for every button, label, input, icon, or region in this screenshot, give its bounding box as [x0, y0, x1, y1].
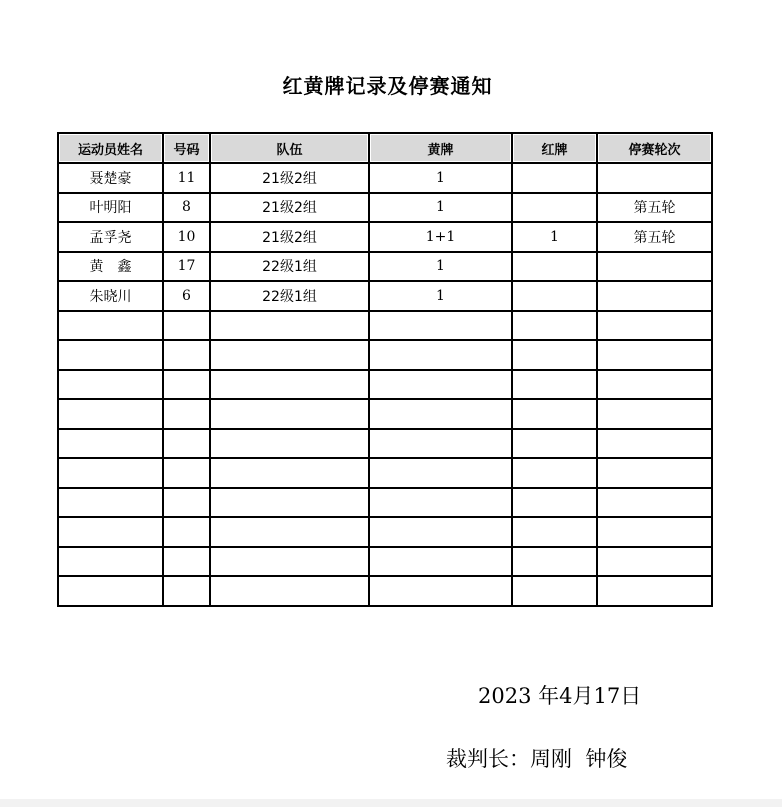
cell-yellow: 1 [369, 252, 512, 282]
empty-cell [512, 311, 597, 341]
empty-cell [210, 517, 369, 547]
empty-cell [512, 488, 597, 518]
cell-number: 8 [163, 193, 210, 223]
chief-referee-signature: 裁判长：周刚 钟俊 [446, 747, 628, 771]
empty-cell [210, 488, 369, 518]
empty-cell [597, 370, 712, 400]
empty-cell [58, 429, 163, 459]
card-record-table [57, 132, 713, 607]
empty-cell [369, 311, 512, 341]
empty-cell [597, 547, 712, 577]
cell-team: 22级1组 [210, 281, 369, 311]
empty-cell [597, 311, 712, 341]
cell-name: 黄 鑫 [58, 252, 163, 282]
cell-number: 11 [163, 163, 210, 193]
header-yellow-card: 黄牌 [369, 133, 512, 163]
cell-yellow: 1 [369, 193, 512, 223]
cell-team: 21级2组 [210, 222, 369, 252]
empty-cell [210, 399, 369, 429]
empty-cell [210, 429, 369, 459]
empty-cell [163, 576, 210, 606]
empty-cell [163, 488, 210, 518]
empty-cell [369, 429, 512, 459]
cell-team: 22级1组 [210, 252, 369, 282]
empty-cell [58, 547, 163, 577]
cell-red [512, 252, 597, 282]
empty-cell [597, 429, 712, 459]
cell-team: 21级2组 [210, 193, 369, 223]
table-row [58, 252, 712, 282]
empty-row [58, 517, 712, 547]
cell-red [512, 163, 597, 193]
empty-row [58, 488, 712, 518]
empty-row [58, 429, 712, 459]
empty-cell [597, 340, 712, 370]
empty-cell [512, 399, 597, 429]
empty-cell [369, 488, 512, 518]
empty-cell [512, 576, 597, 606]
empty-cell [210, 458, 369, 488]
empty-cell [58, 399, 163, 429]
empty-cell [369, 576, 512, 606]
empty-cell [369, 547, 512, 577]
empty-cell [163, 311, 210, 341]
empty-cell [210, 547, 369, 577]
empty-cell [163, 429, 210, 459]
cell-suspension: 第五轮 [597, 222, 712, 252]
empty-cell [210, 370, 369, 400]
empty-cell [58, 458, 163, 488]
empty-cell [163, 399, 210, 429]
cell-suspension [597, 252, 712, 282]
header-athlete-name: 运动员姓名 [58, 133, 163, 163]
table-row [58, 281, 712, 311]
cell-yellow: 1 [369, 281, 512, 311]
empty-cell [163, 517, 210, 547]
cell-suspension [597, 163, 712, 193]
empty-cell [58, 340, 163, 370]
empty-cell [58, 311, 163, 341]
cell-yellow: 1 [369, 163, 512, 193]
empty-cell [210, 340, 369, 370]
cell-name: 朱晓川 [58, 281, 163, 311]
empty-cell [163, 370, 210, 400]
empty-cell [369, 517, 512, 547]
cell-suspension [597, 281, 712, 311]
cell-name: 叶明阳 [58, 193, 163, 223]
empty-row [58, 576, 712, 606]
header-number: 号码 [163, 133, 210, 163]
empty-cell [512, 370, 597, 400]
empty-cell [597, 517, 712, 547]
empty-cell [210, 576, 369, 606]
cell-red [512, 193, 597, 223]
empty-cell [369, 340, 512, 370]
empty-cell [58, 576, 163, 606]
empty-cell [210, 311, 369, 341]
empty-cell [163, 458, 210, 488]
cell-yellow: 1+1 [369, 222, 512, 252]
empty-cell [369, 458, 512, 488]
notice-date: 2023 年4月17日 [478, 684, 642, 708]
table-row [58, 222, 712, 252]
empty-cell [512, 340, 597, 370]
header-suspension-round: 停赛轮次 [597, 133, 712, 163]
cell-red: 1 [512, 222, 597, 252]
page-title: 红黄牌记录及停赛通知 [282, 74, 493, 98]
empty-cell [512, 547, 597, 577]
empty-cell [163, 340, 210, 370]
empty-cell [597, 399, 712, 429]
table-row [58, 163, 712, 193]
cell-name: 聂楚豪 [58, 163, 163, 193]
table-header-row [58, 133, 712, 163]
cell-name: 孟孚尧 [58, 222, 163, 252]
cell-number: 17 [163, 252, 210, 282]
empty-cell [597, 488, 712, 518]
empty-cell [58, 517, 163, 547]
cell-suspension: 第五轮 [597, 193, 712, 223]
empty-cell [512, 517, 597, 547]
cell-red [512, 281, 597, 311]
empty-row [58, 399, 712, 429]
cell-number: 10 [163, 222, 210, 252]
header-team: 队伍 [210, 133, 369, 163]
cell-team: 21级2组 [210, 163, 369, 193]
empty-cell [597, 458, 712, 488]
empty-cell [58, 370, 163, 400]
empty-row [58, 340, 712, 370]
empty-row [58, 311, 712, 341]
header-red-card: 红牌 [512, 133, 597, 163]
empty-cell [369, 370, 512, 400]
page-bottom-edge [0, 799, 782, 807]
empty-cell [163, 547, 210, 577]
table-row [58, 193, 712, 223]
empty-row [58, 370, 712, 400]
empty-cell [512, 458, 597, 488]
empty-cell [58, 488, 163, 518]
empty-cell [597, 576, 712, 606]
empty-cell [369, 399, 512, 429]
empty-row [58, 458, 712, 488]
cell-number: 6 [163, 281, 210, 311]
empty-cell [512, 429, 597, 459]
empty-row [58, 547, 712, 577]
